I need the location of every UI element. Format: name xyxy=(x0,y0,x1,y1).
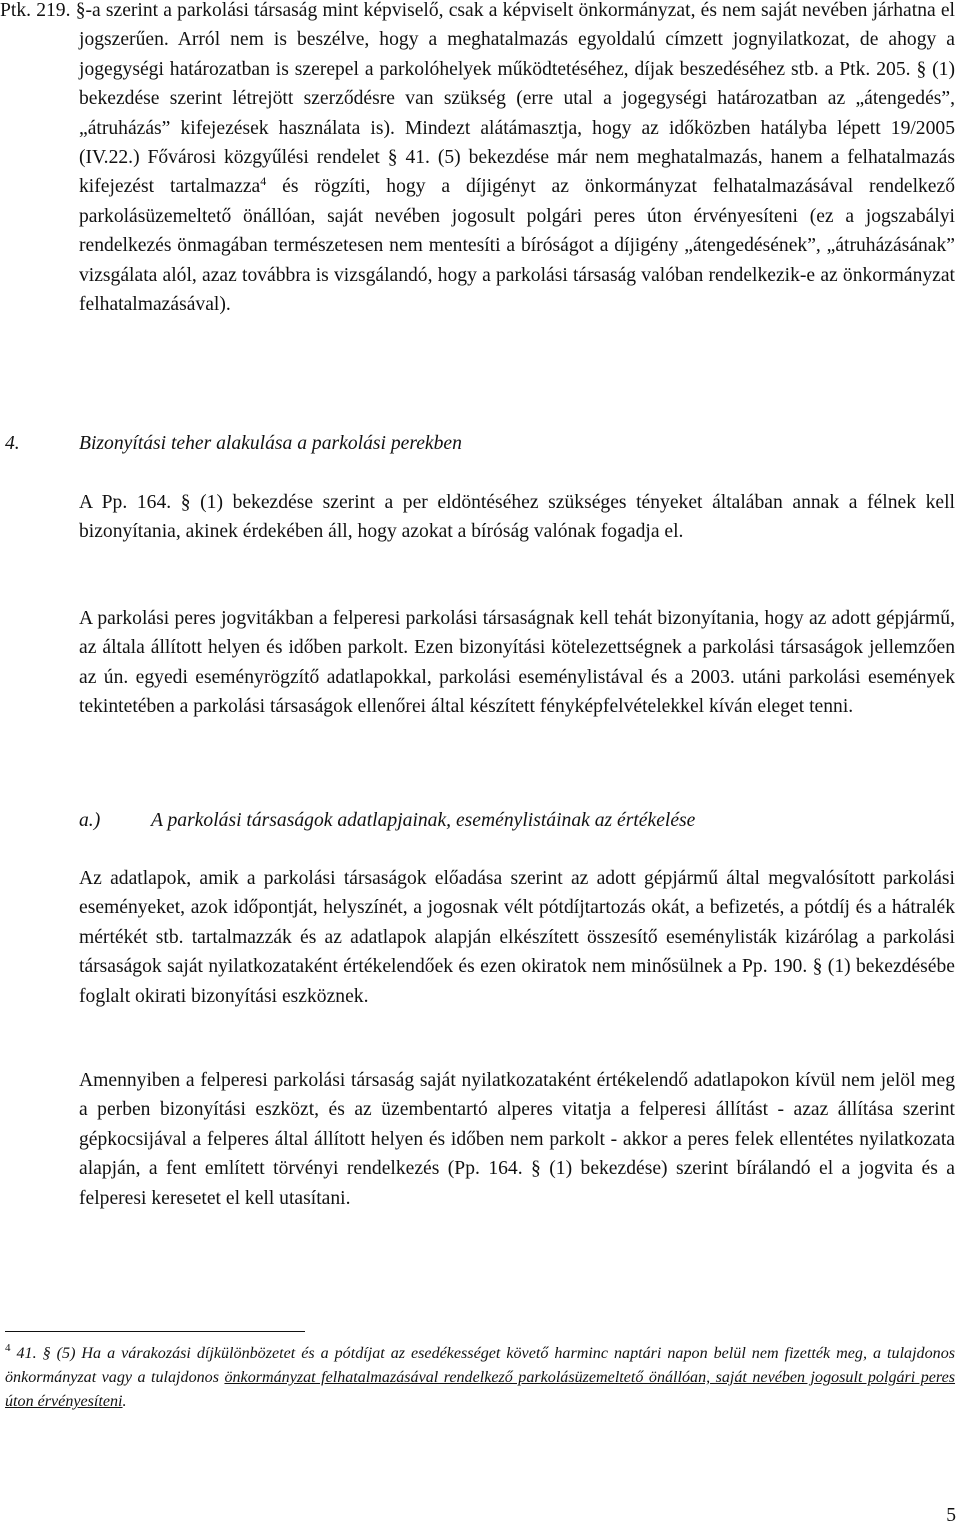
section-sign: § xyxy=(75,0,86,21)
paragraph-1-text-d: és rögzíti, hogy a díjigényt az önkormányzat felhatalmazásával rendelkező parkolásüzemeltető önállóan, saját nevében jogosult polgári peres úton érvényesíteni (ez a jogszabályi rendelkezés önmagában természetesen nem mentesíti a bíróságot a díjigény „átengedésének”, „átruházásának” vizsgálata alól, azaz továbbra is vizsgálandó, hogy a parkolási társaság valóban rendelkezik-e az önkormányzat felhatalmazásával). xyxy=(79,176,955,316)
footnote-underlined-text: önkormányzat felhatalmazásával rendelkező parkolásüzemeltető önállóan, saját nevében jogosult polgári peres úton érvényesíteni xyxy=(5,1369,956,1410)
section-sign: § xyxy=(42,1345,51,1362)
subsection-a-number: a.) xyxy=(79,810,101,831)
paragraph-5-text-b: (1) bekezdése) szerint bírálandó el a jogvita és a felperesi keresetet el kell utasítani. xyxy=(79,1158,955,1209)
footnote-text-b: (5) Ha a várakozási díjkülönbözetet és a pótdíjat az esedékességet követő harminc naptári napon belül nem fizették meg, a tulajdonos önkormányzat vagy a tulajdonos xyxy=(5,1345,956,1386)
paragraph-5 xyxy=(79,1066,955,1213)
paragraph-1 xyxy=(0,0,956,319)
paragraph-1-text-a: -a szerint a parkolási társaság mint képviselő, csak a képviselt önkormányzat, és nem saját nevében járhatna el jogszerűen. Arról nem is beszélve, hogy a meghatalmazás egyoldalú címzett jognyilatkozat, de ahogy a jogegységi határozatban is szerepel a parkolóhelyek működtetéséhez, díjak beszedéséhez stb. a Ptk. 205. xyxy=(79,0,956,80)
section-sign: § xyxy=(812,956,823,978)
paragraph-4-text-a: Az adatlapok, amik a parkolási társaságok előadása szerint az adott gépjármű által megvalósított parkolási eseményeket, azok időpontját, helyszínét, a jogosnak vélt pótdíjtartozás okát, a befizetés, a pótdíj és a hátralék mértékét stb. tartalmazzák és az adatlapok alapján elkészített összesítő eseménylisták kizárólag a parkolási társaságok saját nyilatkozataként értékelendőek és ezen okiratok nem minősülnek a Pp. 190. xyxy=(79,868,955,978)
section-sign: § xyxy=(531,1158,541,1180)
section-sign: § xyxy=(916,58,927,80)
paragraph-3: A parkolási peres jogvitákban a felperesi parkolási társaságnak kell tehát bizonyítania, hogy az adott gépjármű, az általa állított helyen és időben parkolt. Ezen bizonyítási kötelezettségnek a parkolási társaságok jellemzően az ún. egyedi eseményrögzítő adatlapokkal, parkolási eseménylistával és a 2003. utáni parkolási események tekintetében a parkolási társaságok ellenőrei által készített fényképfelvételekkel kíván eleget tenni. xyxy=(79,608,955,718)
paragraph-4 xyxy=(79,864,955,1011)
paragraph-2-text-b: (1) bekezdése szerint a per eldöntéséhez szükséges tényeket általában annak a félnek kell bizonyítania, akinek érdekében áll, hogy azokat a bíróság valónak fogadja el. xyxy=(79,492,955,543)
paragraph-5-text-a: Amennyiben a felperesi parkolási társaság saját nyilatkozataként értékelendő adatlapokon kívül nem jelöl meg a perben bizonyítási eszközt, és az üzembentartó alperes vitatja a felperesi állítást - azaz állítása szerint gépkocsijával a felperes által állított helyen és időben nem parkolt - akkor a peres felek ellentétes nyilatkozata alapján, a fent említett törvényi rendelkezés (Pp. 164. xyxy=(79,1070,955,1180)
footnote xyxy=(5,1342,955,1414)
paragraph-1-text-c: 41. (5) bekezdése már nem meghatalmazás, hanem a felhatalmazás kifejezést tartalmazza xyxy=(79,147,955,198)
footnote-text-c: . xyxy=(122,1393,127,1410)
section-4-number: 4. xyxy=(5,433,20,454)
footnote-mark: 4 xyxy=(5,1342,11,1354)
footnote-reference[interactable]: 4 xyxy=(260,174,267,189)
subsection-a-heading: A parkolási társaságok adatlapjainak, eseménylistáinak az értékelése xyxy=(151,810,696,831)
page-number: 5 xyxy=(946,1505,956,1526)
section-sign: § xyxy=(387,147,398,169)
paragraph-1-prefix: Ptk. 219. xyxy=(0,0,76,21)
section-sign: § xyxy=(180,492,191,513)
footnote-text-a: 41. xyxy=(16,1345,43,1362)
paragraph-4-text-b: (1) bekezdésébe foglalt okirati bizonyítási eszköznek. xyxy=(79,956,955,1007)
paragraph-2-text-a: A Pp. 164. xyxy=(79,492,181,513)
paragraph-2 xyxy=(79,488,955,547)
footnote-separator xyxy=(5,1331,305,1332)
section-4-heading: Bizonyítási teher alakulása a parkolási perekben xyxy=(79,433,462,454)
paragraph-1-text-b: (1) bekezdése szerint létrejött szerződésre van szükség (erre utal a jogegységi határozatban az „átengedés”, „átruházás” kifejezések használata is). Mindezt alátámasztja, hogy az időközben hatályba lépett 19/2005 (IV.22.) Fővárosi közgyűlési rendelet xyxy=(79,58,955,169)
